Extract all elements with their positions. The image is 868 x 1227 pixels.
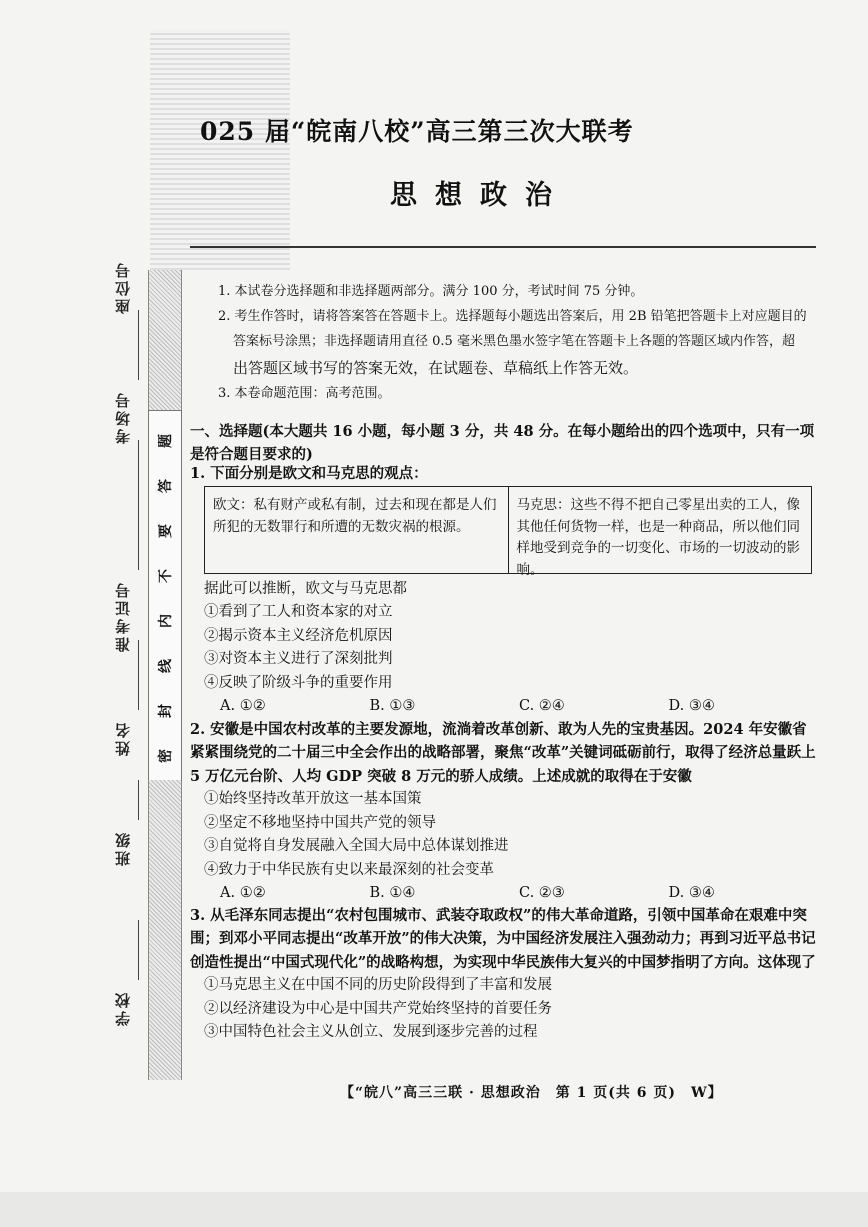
seal-char: 答 [158, 479, 174, 493]
choice-d[interactable]: D. ③④ [668, 885, 715, 902]
section-heading: 一、选择题(本大题共 16 小题，每小题 3 分，共 48 分。在每小题给出的四个选项中，只有一项是符合题目要求的) [190, 423, 815, 464]
question-lead: 据此可以推断，欧文与马克思都 [204, 581, 407, 597]
question-1-body [190, 578, 818, 719]
seal-char: 要 [158, 524, 174, 538]
scan-artifact [150, 30, 290, 270]
school-fill-line [138, 920, 139, 980]
answer-choices [190, 882, 818, 905]
school-label: 学校 [114, 990, 132, 1026]
seal-char: 内 [158, 614, 174, 628]
exam-title: 025 届“皖南八校”高三第三次大联考 [200, 117, 634, 146]
admission-fill-line [138, 440, 139, 570]
option-item: ③中国特色社会主义从创立、发展到逐步完善的过程 [204, 1024, 538, 1041]
class-label: 班级 [114, 830, 132, 866]
question-stem: 2. 安徽是中国农村改革的主要发源地，流淌着改革创新、敢为人先的宝贵基因。2024 年安徽省紧紧围绕党的二十届三中全会作出的战略部署，聚焦“改革”关键词砥砺前行，取得了经济总量跃上 5 万亿元台阶、人均 GDP 突破 8 万元的骄人成绩。上述成就的取得在于安徽 [190, 721, 816, 785]
option-item: ②坚定不移地坚持中国共产党的领导 [204, 814, 436, 831]
exam-subject: 思想政治 [390, 180, 570, 211]
scan-bottom-edge [0, 1192, 868, 1227]
choice-b[interactable]: B. ①④ [369, 885, 416, 902]
exam-room-fill-line [138, 310, 139, 380]
choice-c[interactable]: C. ②③ [519, 885, 565, 902]
seal-char: 封 [158, 704, 174, 718]
marx-quote: 马克思：这些不得不把自己零星出卖的工人，像其他任何货物一样，也是一种商品，所以他们同样地受到竞争的一切变化、市场的一切波动的影响。 [508, 487, 812, 573]
option-item: ①始终坚持改革开放这一基本国策 [204, 791, 422, 808]
exam-room-label: 考场号 [114, 390, 132, 444]
question-3 [190, 904, 818, 1045]
instruction-line: 1. 本试卷分选择题和非选择题两部分。满分 100 分，考试时间 75 分钟。 [218, 284, 644, 299]
owen-quote: 欧文：私有财产或私有制，过去和现在都是人们所犯的无数罪行和所遭的无数灾祸的根源。 [213, 497, 497, 535]
choice-d[interactable]: D. ③④ [668, 698, 715, 715]
seal-line-box [148, 410, 182, 782]
option-item: ③对资本主义进行了深刻批判 [204, 651, 393, 668]
choice-b[interactable]: B. ①③ [369, 698, 416, 715]
name-fill-line [138, 640, 139, 710]
seal-char: 密 [158, 749, 174, 763]
seal-char: 线 [158, 659, 174, 673]
binding-hatch-bottom [148, 780, 182, 1080]
instruction-line: 2. 考生作答时，请将答案答在答题卡上。选择题每小题选出答案后，用 2B 铅笔把答题卡上对应题目的 [218, 308, 807, 324]
choice-a[interactable]: A. ①② [220, 885, 266, 902]
option-item: ②以经济建设为中心是中国共产党始终坚持的首要任务 [204, 1000, 552, 1017]
title-divider [190, 246, 816, 248]
seat-number-label: 座位号 [114, 260, 132, 314]
binding-info-strip [108, 40, 142, 1100]
quote-table [204, 486, 812, 578]
class-fill-line [138, 780, 139, 820]
instruction-line: 3. 本卷命题范围：高考范围。 [218, 386, 391, 402]
option-item: ①看到了工人和资本家的对立 [204, 604, 393, 621]
seal-char: 题 [158, 434, 174, 448]
question-2 [190, 718, 818, 906]
option-item: ②揭示资本主义经济危机原因 [204, 627, 393, 644]
option-item: ④致力于中华民族有史以来最深刻的社会变革 [204, 861, 494, 878]
choice-c[interactable]: C. ②④ [519, 698, 565, 715]
instruction-line: 出答题区域书写的答案无效，在试题卷、草稿纸上作答无效。 [233, 359, 639, 378]
admission-number-label: 准考证号 [114, 580, 132, 652]
binding-hatch-top [148, 270, 182, 410]
option-item: ①马克思主义在中国不同的历史阶段得到了丰富和发展 [204, 977, 552, 994]
instruction-line: 答案标号涂黑；非选择题请用直径 0.5 毫米黑色墨水签字笔在答题卡上各题的答题区域内作答，超 [233, 333, 795, 349]
answer-choices [190, 695, 818, 718]
question-1-stem: 1. 下面分别是欧文和马克思的观点： [190, 465, 428, 482]
choice-a[interactable]: A. ①② [220, 698, 266, 715]
name-label: 姓名 [114, 720, 132, 756]
exam-instructions [218, 282, 818, 409]
seal-char: 不 [158, 569, 174, 583]
option-item: ④反映了阶级斗争的重要作用 [204, 674, 393, 691]
option-item: ③自觉将自身发展融入全国大局中总体谋划推进 [204, 838, 509, 855]
question-stem: 3. 从毛泽东同志提出“农村包围城市、武装夺取政权”的伟大革命道路，引领中国革命在艰难中突围；到邓小平同志提出“改革开放”的伟大决策，为中国经济发展注入强劲动力；再到习近平总书记创造性提出“中国式现代化”的战略构想，为实现中华民族伟大复兴的中国梦指明了方向。这体现了 [190, 907, 816, 971]
page-footer: 【“皖八”高三三联 · 思想政治 第 1 页(共 6 页) W】 [340, 1085, 723, 1101]
